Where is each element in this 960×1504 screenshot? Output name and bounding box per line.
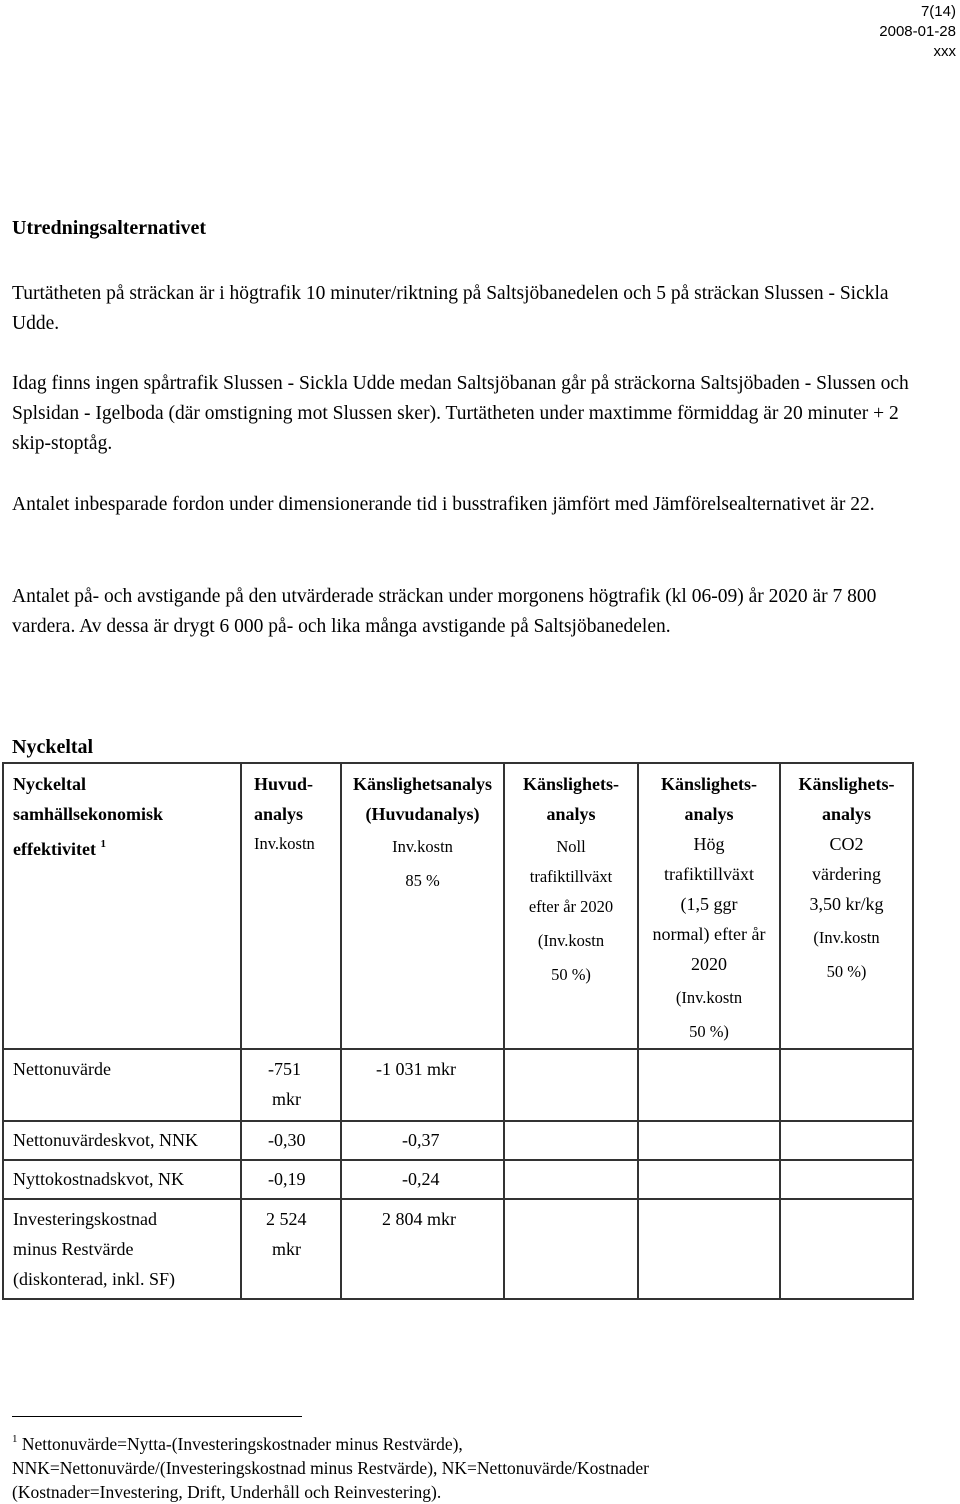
paragraph-turtathet: Turtätheten på sträckan är i högtrafik 10 minuter/riktning på Saltsjöbanedelen och 5 på sträckan Slussen - Sickla Udde. [12, 283, 889, 334]
cell-line: 2 524 [266, 1209, 307, 1229]
cell-huvudanalys [241, 1199, 341, 1299]
footnote-line: NNK=Nettonuvärde/(Investeringskostnad minus Restvärde), NK=Nettonuvärde/Kostnader [12, 1458, 649, 1478]
cell-empty [780, 1199, 913, 1299]
header-note: Hög [693, 834, 725, 854]
page-header [879, 2, 956, 62]
header-note: CO2 [829, 834, 864, 854]
cell-line: -0,30 [268, 1130, 306, 1150]
header-noll-trafiktillvaxt [504, 763, 638, 1049]
header-note: värdering [812, 864, 881, 884]
cell-empty [638, 1160, 780, 1199]
row-label [3, 1049, 241, 1121]
header-note: trafiktillväxt [529, 867, 613, 886]
paragraph-resande: Antalet på- och avstigande på den utvärderade sträckan under morgonens högtrafik (kl 06-09) år 2020 är 7 800 vardera. Av dessa är drygt 6 000 på- och lika många avstigande på Saltsjöbanedelen. [12, 586, 877, 637]
cell-empty [780, 1049, 913, 1121]
cell-kanslighet-85: -0,37 [341, 1121, 504, 1160]
footnote-marker: 1 [12, 1433, 18, 1445]
header-note: 50 %) [551, 965, 591, 984]
cell-empty [504, 1160, 638, 1199]
row-label [3, 1199, 241, 1299]
row-label [3, 1160, 241, 1199]
header-note: 85 % [405, 871, 440, 890]
header-line: Känslighetsanalys [352, 774, 493, 794]
header-co2-vardering [780, 763, 913, 1049]
table-row [3, 1121, 913, 1160]
header-note: 50 %) [826, 962, 867, 981]
page-number: 7(14) [920, 3, 956, 20]
table-title: Nyckeltal [12, 736, 94, 758]
header-line: analys [684, 804, 734, 824]
document-date: 2008-01-28 [879, 23, 956, 40]
header-note: (Inv.kostn [675, 988, 743, 1007]
table-row [3, 1160, 913, 1199]
header-huvudanalys [241, 763, 341, 1049]
header-kanslighet-85 [341, 763, 504, 1049]
cell-empty [638, 1199, 780, 1299]
header-line: Känslighets- [660, 774, 757, 794]
cell-empty [638, 1049, 780, 1121]
header-line: effektivitet $^1$ [13, 838, 106, 859]
header-note: (Inv.kostn [813, 928, 880, 947]
header-line: Känslighets- [798, 774, 895, 794]
header-line: Nyckeltal [13, 774, 86, 794]
cell-kanslighet-85: -1 031 mkr [341, 1049, 504, 1121]
header-note: Noll [556, 837, 586, 856]
header-note: (1,5 ggr [680, 894, 738, 914]
cell-line: mkr [272, 1089, 301, 1109]
header-note: 3,50 kr/kg [809, 894, 884, 914]
footnote [12, 1427, 942, 1504]
key-figures-table [2, 762, 914, 1300]
header-note: efter år 2020 [528, 897, 614, 916]
cell-empty [780, 1160, 913, 1199]
cell-kanslighet-85: -0,24 [341, 1160, 504, 1199]
cell-huvudanalys [241, 1121, 341, 1160]
footnote-line: (Kostnader=Investering, Drift, Underhåll och Reinvestering). [12, 1482, 442, 1502]
table-row [3, 1049, 913, 1121]
table-row [3, 1199, 913, 1299]
header-line: Känslighets- [522, 774, 619, 794]
cell-huvudanalys [241, 1160, 341, 1199]
header-note: (Inv.kostn [537, 931, 605, 950]
cell-line: mkr [272, 1239, 301, 1259]
cell-empty [504, 1121, 638, 1160]
header-line: samhällsekonomisk [13, 804, 164, 824]
header-line: analys [254, 804, 304, 824]
cell-line: -751 [268, 1059, 301, 1079]
table-header-row [3, 763, 913, 1049]
section-title: Utredningsalternativet [12, 217, 207, 239]
header-line: Huvud- [254, 774, 314, 794]
header-line: analys [821, 804, 872, 824]
row-label-line: Investeringskostnad [13, 1209, 157, 1229]
header-hog-trafiktillvaxt [638, 763, 780, 1049]
header-line: analys [546, 804, 596, 824]
header-note: Inv.kostn [392, 837, 453, 856]
paragraph-idag: Idag finns ingen spårtrafik Slussen - Sickla Udde medan Saltsjöbanan går på sträckorna Saltsjöbaden - Slussen och Splsidan - Igelboda (där omstigning mot Slussen sker). Turtätheten under maxtimme förmiddag är 20 minuter + 2 skip-stoptåg. [12, 373, 909, 454]
cell-line: -0,19 [268, 1169, 306, 1189]
header-note: Inv.kostn [254, 834, 315, 853]
footnote-separator [12, 1416, 302, 1417]
header-note: trafiktillväxt [664, 864, 754, 884]
row-label-line: (diskonterad, inkl. SF) [13, 1269, 175, 1289]
paragraph-fordon: Antalet inbesparade fordon under dimensionerande tid i busstrafiken jämfört med Jämförelsealternativet är 22. [12, 494, 875, 515]
cell-empty [504, 1199, 638, 1299]
header-note: 2020 [691, 954, 727, 974]
cell-huvudanalys [241, 1049, 341, 1121]
row-label-line: Nyttokostnadskvot, NK [13, 1169, 184, 1189]
document-reference: xxx [933, 43, 956, 60]
row-label-line: Nettonuvärdeskvot, NNK [13, 1130, 198, 1150]
cell-empty [504, 1049, 638, 1121]
row-label-line: minus Restvärde [13, 1239, 134, 1259]
header-note: 50 %) [689, 1022, 729, 1041]
header-note: normal) efter år [652, 924, 766, 944]
cell-kanslighet-85: 2 804 mkr [341, 1199, 504, 1299]
cell-empty [638, 1121, 780, 1160]
row-label-line: Nettonuvärde [13, 1059, 111, 1079]
header-nyckeltal [3, 763, 241, 1049]
footnote-line: $^1$ Nettonuvärde=Nytta-(Investeringskostnader minus Restvärde), [12, 1433, 463, 1454]
cell-empty [780, 1121, 913, 1160]
row-label [3, 1121, 241, 1160]
header-line: (Huvudanalys) [365, 804, 480, 824]
footnote-marker: 1 [100, 838, 106, 850]
